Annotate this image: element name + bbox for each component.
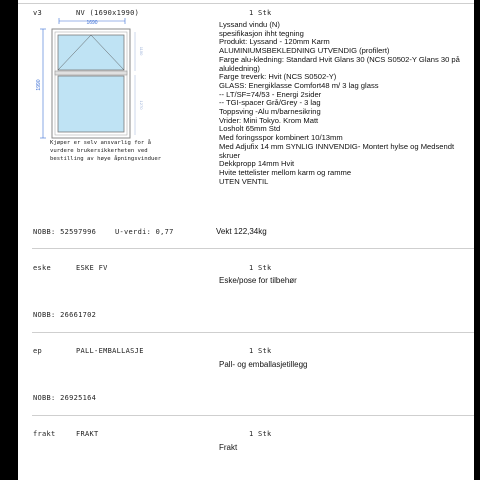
item-quantity: 1 Stk bbox=[249, 430, 272, 438]
description-line: UTEN VENTIL bbox=[219, 176, 269, 186]
item-name: FRAKT bbox=[76, 430, 99, 438]
description-line: Lyssand vindu (N) bbox=[219, 20, 280, 29]
item-quantity: 1 Stk bbox=[249, 264, 272, 272]
description-line: Med Adjufix 14 mm SYNLIG INNVENDIG- Montert hylse og Medsendt bbox=[219, 141, 455, 151]
description-line: Dekkpropp 14mm Hvit bbox=[219, 159, 295, 169]
description-line: Farge alu-kledning: Standard Hvit Glans 30 (NCS S0502-Y Glans 30 på bbox=[219, 54, 460, 64]
weight: Vekt 122,34kg bbox=[216, 227, 267, 236]
description-line: Farge treverk: Hvit (NCS S0502-Y) bbox=[219, 72, 337, 82]
note-line: Kjøper er selv ansvarlig for å bbox=[50, 140, 152, 146]
item-name: ESKE FV bbox=[76, 264, 108, 272]
item-description: Pall- og emballasjetillegg bbox=[219, 360, 308, 369]
description-line: alukledning) bbox=[219, 63, 260, 73]
nobb-number: NOBB: 52597996 bbox=[33, 228, 97, 236]
description-line: -- LT/SF=74/53 - Energi 2sider bbox=[219, 89, 322, 99]
item-code: v3 bbox=[33, 9, 43, 17]
row-divider bbox=[32, 248, 474, 249]
item-quantity: 1 Stk bbox=[249, 347, 272, 355]
nobb-number: NOBB: 26925164 bbox=[33, 394, 97, 402]
description-line: skruer bbox=[219, 150, 241, 160]
top-divider bbox=[18, 3, 474, 4]
description-line: -- TGI-spacer Grå/Grey - 3 lag bbox=[219, 98, 321, 108]
row-divider bbox=[32, 415, 474, 416]
description-line: Hvite tettelister mellom karm og ramme bbox=[219, 167, 352, 177]
note-line: bestilling av høye åpningsvinduer bbox=[50, 156, 162, 162]
item-name: PALL-EMBALLASJE bbox=[76, 347, 144, 355]
item-description: Frakt bbox=[219, 443, 238, 452]
row-divider bbox=[32, 332, 474, 333]
height-dimension-label: 1990 bbox=[36, 79, 42, 91]
nobb-number: NOBB: 26661702 bbox=[33, 311, 97, 319]
item-quantity: 1 Stk bbox=[249, 9, 272, 17]
description-line: Toppsving -Alu m/barnesikring bbox=[219, 107, 321, 117]
description-line: ALUMINIUMSBEKLEDNING UTVENDIG (profilert) bbox=[219, 46, 390, 56]
item-description: Eske/pose for tilbehør bbox=[219, 276, 297, 285]
item-code: frakt bbox=[33, 430, 56, 438]
description-line: Med foringsspor kombinert 10/13mm bbox=[219, 133, 343, 143]
top-sash-dimension-label: 1150 bbox=[139, 46, 144, 56]
description-line: GLASS: Energiklasse Comfort48 m/ 3 lag glass bbox=[219, 80, 379, 90]
u-value: U-verdi: 0,77 bbox=[115, 228, 174, 236]
description-line: Vrider: Mini Tokyo. Krom Matt bbox=[219, 115, 319, 125]
width-dimension-label: 1690 bbox=[86, 20, 98, 26]
description-line: Produkt: Lyssand - 120mm Karm bbox=[219, 37, 330, 47]
window-drawing bbox=[30, 15, 150, 141]
item-name: NV (1690x1990) bbox=[76, 9, 140, 17]
safety-note bbox=[50, 139, 161, 163]
description-line: spesifikasjon ihht tegning bbox=[219, 28, 304, 38]
description-line: Losholt 65mm Std bbox=[219, 124, 281, 134]
item-code: ep bbox=[33, 347, 43, 355]
document-page bbox=[18, 0, 474, 480]
bottom-pane-dimension-label: 1270 bbox=[139, 100, 144, 110]
item-code: eske bbox=[33, 264, 52, 272]
item-description bbox=[219, 21, 460, 186]
note-line: vurdere brukersikkerheten ved bbox=[50, 148, 148, 154]
